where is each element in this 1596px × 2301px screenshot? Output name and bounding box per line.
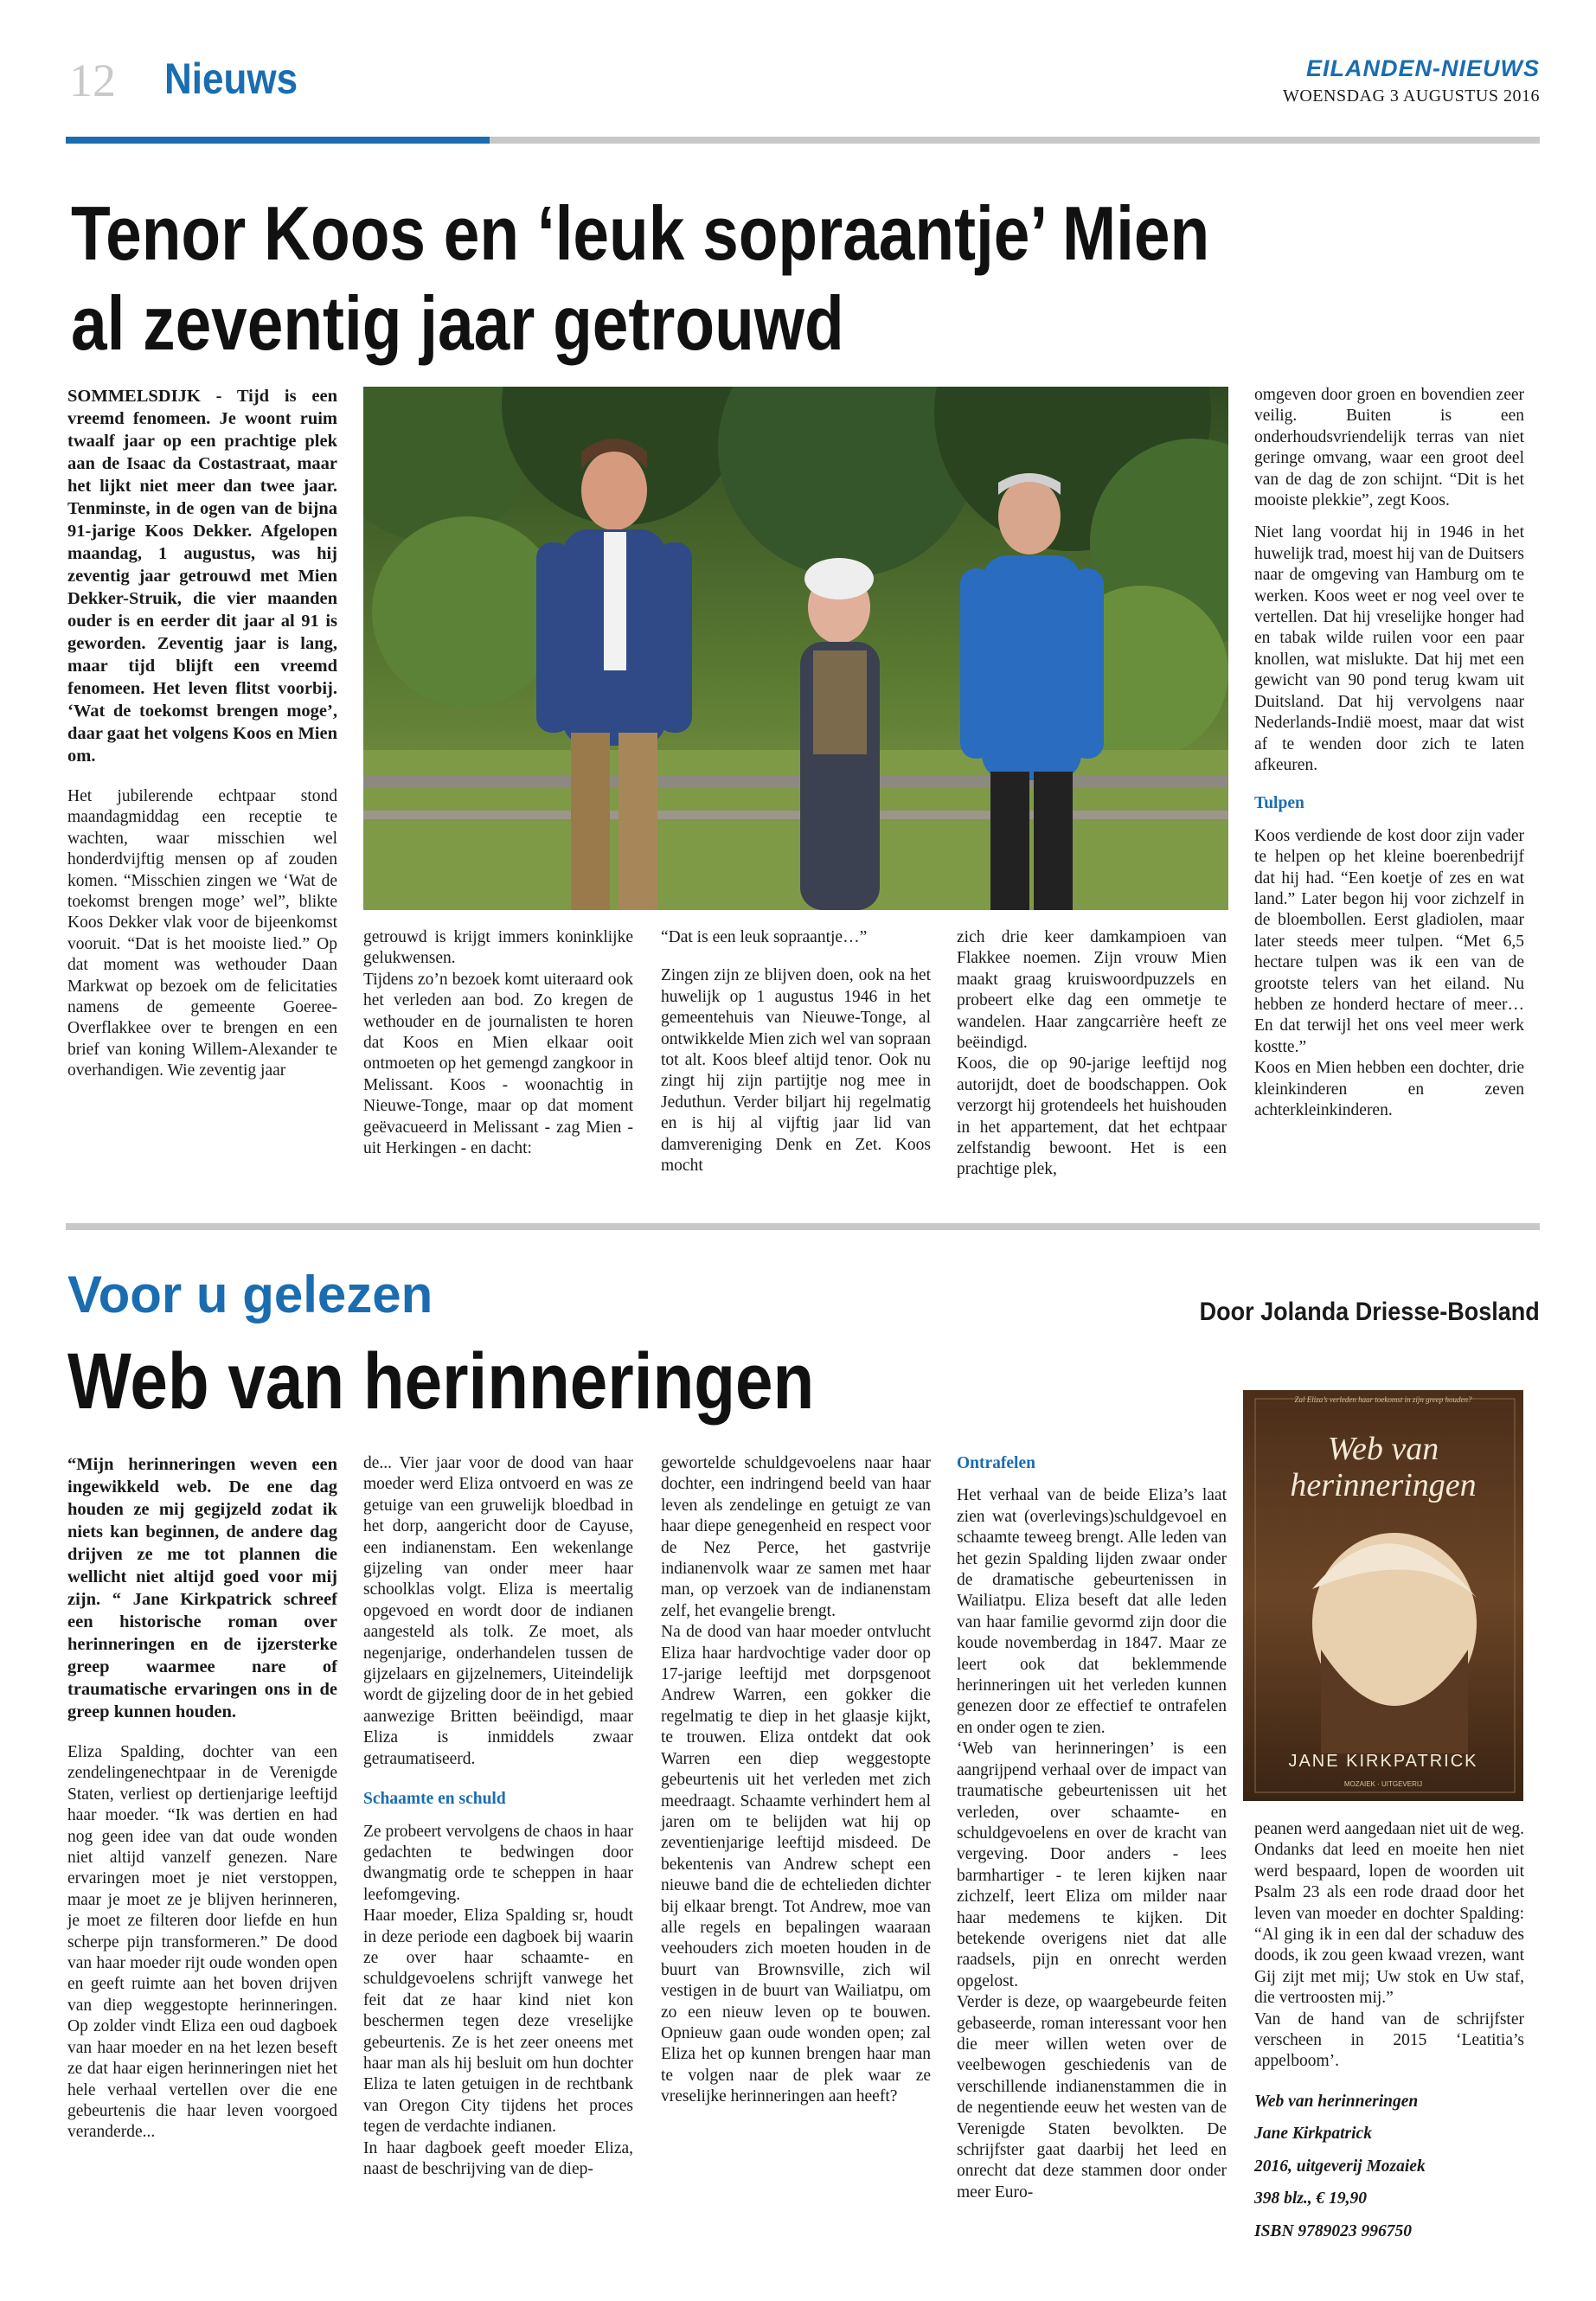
paragraph: Eliza Spalding, dochter van een zendelingenechtpaar in de Verenigde Staten, verliest op dertienjarige leeftijd haar moeder. “Ik was dertien en had nog geen idee van dat oude wonden niet altijd vanzelf genezen. Nare ervaringen moet je niet verstoppen, maar je moet ze je blijven herinneren, je moet ze filteren door liefde en hun scherpe pijn transformeren.” De dood van haar moeder rijt oude wonden open en geeft ruimte aan het boven drijven van diep weggestopte herinneringen. Op zolder vindt Eliza een oud dagboek van haar moeder en na het lezen beseft ze dat haar eigen herinneringen niet het hele verhaal vertellen over die ene gebeurtenis die haar leven voorgoed veranderde... (67, 1743, 337, 2142)
paragraph: Verder is deze, op waargebeurde feiten gebaseerde, roman interessant voor hen die meer willen weten over de veelbewogen geschiedenis van de verschillende indianenstammen die in de negentiende eeuw het westen van de Verenigde Staten bevolkten. De schrijfster gaat daarbij het leed en onrecht dat deze stammen door onder meer Euro- (957, 1993, 1227, 2202)
book-cover-art (1243, 1390, 1523, 1801)
review-kicker: Voor u gelezen (67, 1266, 433, 1324)
article1-column-1 (67, 385, 337, 1093)
paragraph: Niet lang voordat hij in 1946 in het huwelijk trad, moest hij van de Duitsers naar de omgeving van Hamburg om te werken. Koos weet er nog veel over te vertellen. Dat hij vreselijke honger had en tabak wilde ruilen voor een paar knollen, wat mislukte. Dat hij met een gewicht van 90 pond terug kwam uit Duitsland. Dat hij vervolgens naar Nederlands-Indië moest, maar dat wist af te wenden door zich te laten afkeuren. (1254, 523, 1524, 774)
header-rule-accent (66, 137, 490, 144)
paragraph: omgeven door groen en bovendien zeer veilig. Buiten is een onderhoudsvriendelijk terras van niet geringe omvang, waar een groot deel van de dag de zon schijnt. “Dit is het mooiste plekkie”, zegt Koos. (1254, 386, 1524, 510)
book-title: Web van herinneringen (1254, 2092, 1419, 2111)
review-column-3 (661, 1453, 931, 2119)
paragraph: getrouwd is krijgt immers koninklijke gelukwensen. (363, 928, 633, 968)
paragraph: Koos, die op 90-jarige leeftijd nog autorijdt, doet de boodschappen. Ook verzorgt hij grotendeels het huishouden in het appartement, dat het echtpaar zelfstandig bewoont. Het is een prachtige plek, (957, 1054, 1227, 1179)
paragraph: Het verhaal van de beide Eliza’s laat zien wat (overlevings)schuldgevoel en schaamte teweeg brengt. Alle leden van het gezin Spalding lijden zwaar onder de dramatische gebeurtenissen in Wailiatpu. Eliza beseft dat alle leden van haar familie gevormd zijn door die koude novemberdag in 1847. Maar ze leert ook dat beklemmende herinneringen uit het verleden kunnen genezen door ze effectief te ontrafelen en onder ogen te zien. (957, 1486, 1227, 1737)
paragraph: gewortelde schuldgevoelens naar haar dochter, een indringend beeld van haar leven als zendelinge en getuigt ze van haar diepe genegenheid en respect voor de Nez Perce, het gastvrije indianenvolk waar ze samen met haar man, op verzoek van de indianenstam zelf, het evangelie brengt. (661, 1454, 931, 1620)
review-column-2 (363, 1453, 633, 2191)
paragraph: zich drie keer damkampioen van Flakkee noemen. Zijn vrouw Mien maakt graag kruiswoordpuzzels en probeert elke dag een ommetje te wandelen. Haar zangcarrière heeft ze beëindigd. (957, 928, 1227, 1053)
paragraph: Tijdens zo’n bezoek komt uiteraard ook het verleden aan bod. Zo kregen de wethouder en de journalisten te horen dat Koos en Mien elkaar ooit ontmoeten op het gemengd zangkoor in Melissant. Koos - woonachtig in Nieuwe-Tonge, maar op dat moment geëvacueerd in Melissant - zag Mien - uit Herkingen - en dacht: (363, 970, 633, 1158)
newspaper-brand: EILANDEN-NIEUWS (1306, 55, 1540, 81)
article-divider (66, 1223, 1540, 1230)
book-isbn: ISBN 9789023 996750 (1254, 2221, 1413, 2240)
paragraph: Van de hand van de schrijfster verscheen in 2015 ‘Leatitia’s appelboom’. (1254, 2009, 1524, 2071)
book-cover (1243, 1390, 1523, 1801)
review-column-5 (1254, 1819, 1524, 2253)
book-price: 398 blz., € 19,90 (1254, 2189, 1368, 2208)
paragraph: Haar moeder, Eliza Spalding sr, houdt in deze periode een dagboek bij waarin ze over haar schaamte- en schuldgevoelens schrijft vanwege het feit dat ze haar kind niet kon beschermen tegen deze vreselijke gebeurtenis. Ze is het zeer oneens met haar man als hij besluit om hun dochter Eliza te laten getuigen in de rechtbank van Oregon City tijdens het proces tegen de verdachte indianen. (363, 1907, 633, 2137)
cover-author: JANE KIRKPATRICK (1288, 1752, 1478, 1771)
paragraph: In haar dagboek geeft moeder Eliza, naast de beschrijving van de diep- (363, 2138, 633, 2178)
article1-column-2 (363, 927, 633, 1170)
headline-line-1: Tenor Koos en ‘leuk sopraantje’ Mien (71, 190, 1210, 276)
paragraph: peanen werd aangedaan niet uit de weg. Ondanks dat leed en moeite hen niet werd bespaard, lopen de woorden uit Psalm 23 als een rode draad door het leven van moeder en dochter Spalding: “Al ging ik in een dal der schaduw des doods, ik zou geen kwaad vrezen, want Gij zijt met mij; Uw stok en Uw staf, die vertroosten mij.” (1254, 1820, 1524, 2008)
article1-column-3 (661, 927, 931, 1188)
cover-tagline: Zal Eliza’s verleden haar toekomst in zijn greep houden? (1294, 1395, 1472, 1404)
paragraph: Koos verdiende de kost door zijn vader te helpen op het kleine boerenbedrijf dat hij had. “Een koetje of zes en wat land.” Later begon hij voor zichzelf in de bloembollen. Eerst gladiolen, maar later steeds meer tulpen. “Met 6,5 hectare tulpen was ik een van de grootste telers van het eiland. Nu hebben ze honderd hectare of meer… En dat terwijl het ons veel meer werk kostte.” (1254, 826, 1524, 1056)
book-author: Jane Kirkpatrick (1254, 2125, 1372, 2144)
subheading: Tulpen (1254, 794, 1304, 813)
book-publisher: 2016, uitgeverij Mozaiek (1254, 2157, 1426, 2176)
photo-illustration (363, 387, 1228, 910)
article-headline (71, 189, 1285, 369)
article1-column-4 (957, 927, 1227, 1192)
review-column-1 (67, 1453, 337, 2155)
review-intro: “Mijn herinneringen weven een ingewikkeld web. De ene dag houden ze mij gegijzeld zodat ik niets kan beginnen, de andere dag drijven ze me tot plannen die wellicht niet altijd goed voor mij zijn. “ Jane Kirkpatrick schreef een historische roman over herinneringen en de ijzersterke greep waarmee nare of traumatische ervaringen ons in de greep kunnen houden. (67, 1455, 337, 1721)
section-title: Nieuws (164, 54, 298, 103)
review-headline: Web van herinneringen (67, 1337, 815, 1426)
review-column-4 (957, 1453, 1227, 2214)
cover-title-1: Web van (1327, 1431, 1439, 1467)
article-photo (363, 387, 1228, 910)
page-number: 12 (69, 54, 116, 106)
subheading: Ontrafelen (957, 1454, 1035, 1472)
byline: Door Jolanda Driesse-Bosland (1199, 1298, 1540, 1326)
paragraph: Na de dood van haar moeder ontvlucht Eliza haar hardvochtige vader door op 17-jarige leeftijd met dorpsgenoot Andrew Warren, een gokker die regelmatig te diep in het glaasje kijkt, te trouwen. Eliza ontdekt dat ook Warren een diep weggestopte gebeurtenis uit het verleden met zich meedraagt. Schaamte verhindert hem al jaren om te belijden wat hij op zeventienjarige leeftijd misdeed. De bekentenis van Andrew schept een nieuwe band die de echtelieden dichter bij elkaar brengt. Tot Andrew, moe van alle regels en bepalingen waaraan veehouders zich moeten houden in de buurt van Brownsville, zich wil vestigen in de buurt van Wailiatpu, om zo een nieuw leven op te bouwen. Opnieuw gaan oude wonden open; zal Eliza het op kunnen brengen haar man te volgen naar de plek waar ze vreselijke herinneringen aan heeft? (661, 1623, 931, 2106)
article-intro: SOMMELSDIJK - Tijd is een vreemd fenomeen. Je woont ruim twaalf jaar op een prachtige plek aan de Isaac da Costastraat, maar het lijkt niet meer dan twee jaar. Tenminste, in de ogen van de bijna 91-jarige Koos Dekker. Afgelopen maandag, 1 augustus, was hij zeventig jaar getrouwd met Mien Dekker-Struik, die vier maanden ouder is en eerder dit jaar al 91 is geworden. Zeventig jaar is lang, maar tijd blijft een vreemd fenomeen. Het leven flitst voorbij. ‘Wat de toekomst brengen moge’, daar gaat het volgens Koos en Mien om. (67, 387, 337, 766)
paragraph: Ze probeert vervolgens de chaos in haar gedachten te bedwingen door dwangmatig orde te scheppen in haar leefomgeving. (363, 1822, 633, 1904)
cover-footer: MOZAIEK · UITGEVERIJ (1343, 1780, 1423, 1788)
article-body: Het jubilerende echtpaar stond maandagmiddag een receptie te wachten, waar misschien wel honderdvijftig mensen op af zouden komen. “Misschien zingen we ‘Wat de toekomst brengen moge’ wel”, blikte Koos Dekker vlak voor de bijeenkomst vooruit. “Dat is het mooiste lied.” Op dat moment was wethouder Daan Markwat op bezoek om de felicitaties namens de gemeente Goeree-Overflakkee over te brengen en een brief van koning Willem-Alexander te overhandigen. Wie zeventig jaar (67, 787, 337, 1080)
woman-middle (800, 558, 880, 910)
cover-title-2: herinneringen (1290, 1467, 1477, 1503)
paragraph: Zingen zijn ze blijven doen, ook na het huwelijk op 1 augustus 1946 in het gemeentehuis van Nieuwe-Tonge, al ontwikkelde Mien zich wel van sopraan tot alt. Koos bleef altijd tenor. Ook nu zingt hij zijn partijtje nog mee in Jeduthun. Verder biljart hij regelmatig en is hij al vijftig jaar lid van damvereniging Denk en Zet. Koos mocht (661, 966, 931, 1176)
article1-column-5 (1254, 385, 1524, 1132)
paragraph: ‘Web van herinneringen’ is een aangrijpend verhaal over de impact van traumatische gebeurtenissen uit het verleden, over schaamte- en schuldgevoelens en over de kracht van vergeving. Door anders - lees barmhartiger - te leren kijken naar zichzelf, leert Eliza om milder naar haar medemens te kijken. Dit betekende overigens niet dat alle raadsels, pijn en onrecht werden opgelost. (957, 1740, 1227, 1990)
paragraph: Koos en Mien hebben een dochter, drie kleinkinderen en zeven achterkleinkinderen. (1254, 1059, 1524, 1119)
issue-date: WOENSDAG 3 AUGUSTUS 2016 (1282, 87, 1540, 106)
paragraph: de... Vier jaar voor de dood van haar moeder werd Eliza ontvoerd en was ze getuige van een gruwelijk bloedbad in het dorp, aangericht door de Cayuse, een indianenstam. Een wekenlange gijzeling van onder meer haar schoolklas volgt. Eliza is meertalig opgevoed en wordt door de indianen aangesteld als tolk. Ze moet, als negenjarige, onderhandelen tussen de gijzelaars en gijzelnemers, Uiteindelijk wordt de gijzeling door de in het gebied aanwezige Britten beëindigd, maar Eliza is inmiddels zwaar getraumatiseerd. (363, 1454, 633, 1768)
pull-quote: “Dat is een leuk sopraantje…” (661, 928, 868, 946)
headline-line-2: al zeventig jaar getrouwd (71, 280, 844, 366)
subheading: Schaamte en schuld (363, 1790, 506, 1809)
